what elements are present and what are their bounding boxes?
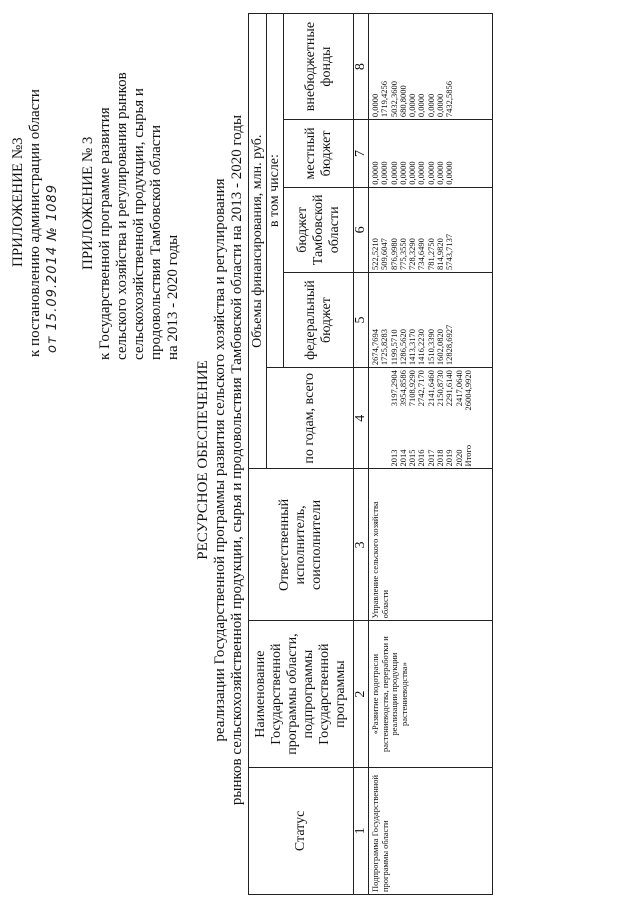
- value-line: 2141,6460: [425, 370, 436, 407]
- value-line: 775,3550: [397, 238, 408, 270]
- regional-values: [369, 187, 493, 272]
- row-name: «Развитие подотрасли растениеводства, переработки и реализации продукции растениеводства»: [369, 621, 493, 767]
- value-line: 12828,6927: [444, 324, 455, 366]
- header-executor: Ответственный исполнитель, соисполнители: [249, 469, 354, 621]
- row-status: Подпрограмма Государственной программы области: [369, 767, 493, 894]
- value-line: 0,0000: [370, 93, 380, 118]
- column-number: 2: [354, 621, 369, 767]
- value-line: 0,0000: [397, 161, 408, 185]
- table-row: [369, 14, 493, 895]
- sub-appendix-title: ПРИЛОЖЕНИЕ № 3: [80, 136, 96, 270]
- total-values: [390, 370, 474, 410]
- header-regional: бюджет Тамбовской области: [284, 187, 354, 272]
- appendix-header: [10, 89, 61, 357]
- column-number: 6: [354, 187, 369, 272]
- value-line: 680,8000: [397, 85, 408, 118]
- value-line: 0,0000: [425, 161, 436, 185]
- header-total: по годам, всего: [267, 368, 354, 469]
- value-line: 509,6047: [379, 238, 390, 270]
- value-line: 5743,7137: [444, 233, 455, 270]
- header-local: местный бюджет: [284, 120, 354, 188]
- column-number: 4: [354, 368, 369, 469]
- value-line: 0,0000: [435, 93, 446, 118]
- value-line: 2020: [453, 449, 464, 467]
- value-line: 781,2750: [425, 238, 436, 270]
- value-line: 0,0000: [407, 93, 418, 118]
- value-line: 1719,4256: [379, 81, 390, 118]
- document-title-line1: РЕСУРСНОЕ ОБЕСПЕЧЕНИЕ: [195, 360, 211, 560]
- header-including: в том числе:: [267, 14, 284, 368]
- value-line: 1413,3170: [407, 329, 418, 366]
- value-line: 2018: [435, 449, 446, 467]
- resource-table: [248, 13, 493, 895]
- value-line: 3954,8586: [397, 370, 408, 407]
- value-line: 3197,2904: [388, 370, 399, 407]
- header-federal: федеральный бюджет: [284, 272, 354, 367]
- column-number: 5: [354, 272, 369, 367]
- column-number: 7: [354, 120, 369, 188]
- sub-appendix-line: сельского хозяйства и регулирования рынков: [114, 72, 130, 360]
- value-line: 2015: [407, 449, 418, 467]
- value-line: 0,0000: [407, 161, 418, 185]
- value-line: 1725,8283: [379, 329, 390, 366]
- value-line: 7432,5856: [444, 81, 455, 118]
- handwritten-date: от 15.09.2014 № 1089: [45, 184, 60, 353]
- sub-appendix-line: продовольствия Тамбовской области: [148, 125, 164, 360]
- value-line: 2014: [397, 449, 408, 467]
- value-line: 26004,9920: [462, 370, 473, 411]
- value-line: 2742,7170: [416, 370, 427, 407]
- value-line: 0,0000: [370, 161, 380, 185]
- extrabudget-values: [369, 14, 493, 120]
- value-line: 1199,5710: [388, 329, 399, 366]
- local-values: [369, 120, 493, 188]
- federal-values: [369, 272, 493, 367]
- sub-appendix-block: [80, 10, 182, 360]
- value-line: 1286,5620: [397, 329, 408, 366]
- value-line: 2150,8730: [435, 370, 446, 407]
- column-number: 3: [354, 469, 369, 621]
- value-line: 2017: [425, 449, 436, 467]
- sub-appendix-line: на 2013 - 2020 годы: [165, 234, 181, 360]
- value-line: 5032,3600: [388, 81, 399, 118]
- document-title: [195, 15, 246, 905]
- value-line: 0,0000: [425, 93, 436, 118]
- value-line: Итого: [462, 444, 473, 467]
- row-total-cell: [369, 368, 493, 469]
- appendix-line: к постановлению администрации области: [27, 89, 43, 357]
- value-line: 2019: [444, 449, 455, 467]
- value-line: 0,0000: [435, 161, 446, 185]
- value-line: 876,9980: [388, 238, 399, 270]
- value-line: 1416,2230: [416, 329, 427, 366]
- value-line: 2674,7694: [370, 329, 380, 366]
- document-title-line2: реализации Государственной программы развития сельского хозяйства и регулирования: [212, 178, 228, 742]
- value-line: 1510,3390: [425, 329, 436, 366]
- value-line: 2013: [388, 449, 399, 467]
- header-name: Наименование Государственной программы области, подпрограммы Государственной программы: [249, 621, 354, 767]
- row-executor: Управление сельского хозяйства области: [369, 469, 493, 621]
- value-line: 2417,0640: [453, 370, 464, 407]
- sub-appendix-line: к Государственной программе развития: [97, 107, 113, 360]
- header-funding: Объемы финансирования, млн. руб.: [249, 14, 267, 469]
- value-line: 2016: [416, 449, 427, 467]
- value-line: 0,0000: [416, 93, 427, 118]
- value-line: 0,0000: [416, 161, 427, 185]
- value-line: 2291,6140: [444, 370, 455, 407]
- value-line: 0,0000: [388, 161, 399, 185]
- value-line: 522,5210: [370, 238, 380, 270]
- value-line: 1602,0820: [435, 329, 446, 366]
- column-number: 8: [354, 14, 369, 120]
- appendix-title: ПРИЛОЖЕНИЕ №3: [10, 137, 26, 267]
- value-line: 0,0000: [444, 161, 455, 185]
- header-extrabudget: внебюджетные фонды: [284, 14, 354, 120]
- document-title-line3: рынков сельскохозяйственной продукции, сырья и продовольствия Тамбовской области на 2013 - 2020 годы: [229, 114, 245, 806]
- value-line: 728,3290: [407, 238, 418, 270]
- header-status: Статус: [249, 767, 354, 894]
- value-line: 0,0000: [379, 161, 390, 185]
- column-number: 1: [354, 767, 369, 894]
- value-line: 734,6490: [416, 238, 427, 270]
- year-list: [390, 445, 474, 467]
- sub-appendix-line: сельскохозяйственной продукции, сырья и: [131, 88, 147, 360]
- value-line: 814,9820: [435, 238, 446, 270]
- value-line: 7108,9290: [407, 370, 418, 407]
